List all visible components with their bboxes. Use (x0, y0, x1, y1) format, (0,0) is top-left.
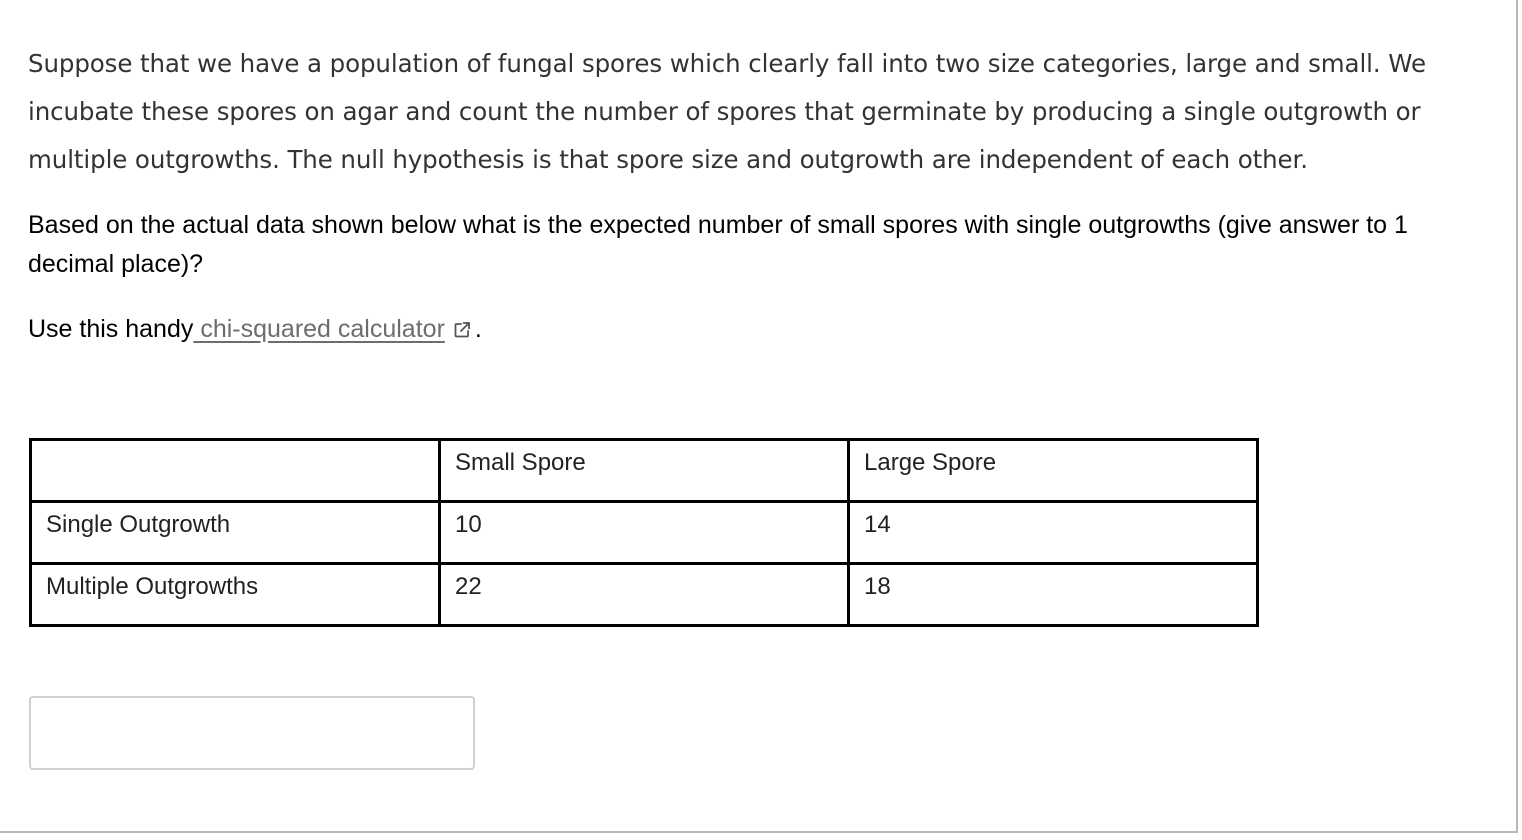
intro-line: multiple outgrowths. The null hypothesis is that spore size and outgrowth are independent of each other. (28, 145, 1308, 174)
table-cell: 22 (440, 564, 849, 626)
table-cell: 10 (440, 502, 849, 564)
table-header-cell (31, 440, 440, 502)
calculator-line (28, 310, 482, 349)
table-row (31, 564, 1258, 626)
spore-data-table (29, 438, 1259, 627)
table-header-row (31, 440, 1258, 502)
calculator-prefix: Use this handy (28, 315, 194, 343)
calculator-suffix: . (474, 315, 482, 343)
table-cell: 18 (849, 564, 1258, 626)
answer-input[interactable] (29, 696, 475, 770)
table-cell: 14 (849, 502, 1258, 564)
intro-line: Suppose that we have a population of fungal spores which clearly fall into two size categories, large and small. We (28, 49, 1426, 78)
row-label-cell: Single Outgrowth (31, 502, 440, 564)
row-label-cell: Multiple Outgrowths (31, 564, 440, 626)
question-prompt: Based on the actual data shown below what is the expected number of small spores with single outgrowths (give answer to 1 decimal place)? (28, 211, 1408, 278)
table-header-cell: Small Spore (440, 440, 849, 502)
table-header-cell: Large Spore (849, 440, 1258, 502)
intro-line: incubate these spores on agar and count the number of spores that germinate by producing a single outgrowth or (28, 97, 1421, 126)
chi-squared-calculator-link[interactable]: chi-squared calculator (193, 315, 445, 343)
question-intro (28, 40, 1468, 184)
external-link-icon[interactable] (453, 321, 471, 339)
table-row (31, 502, 1258, 564)
